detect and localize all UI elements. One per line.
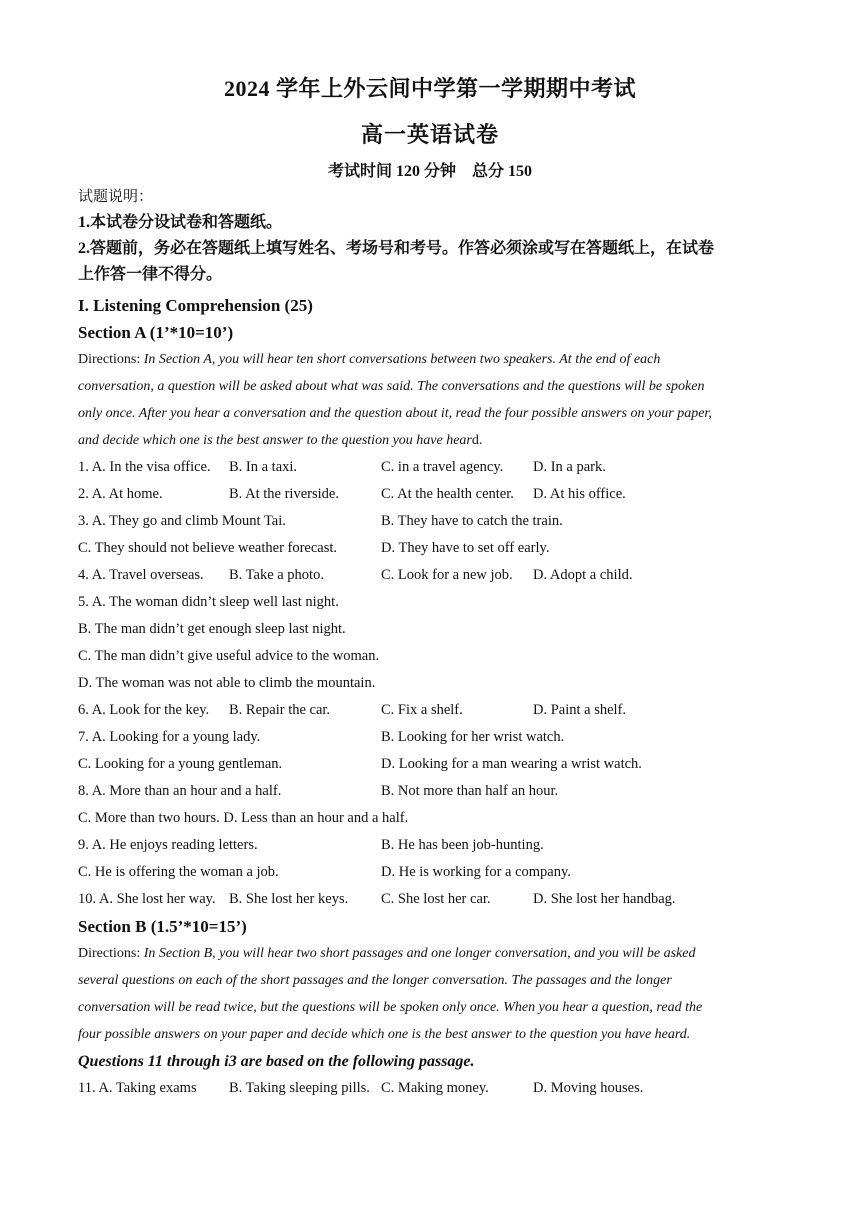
option-d: D. Moving houses. xyxy=(533,1080,644,1096)
question-11 xyxy=(78,1075,778,1102)
option-b: B. Taking sleeping pills. xyxy=(229,1080,370,1096)
option-a: 9. A. He enjoys reading letters. xyxy=(78,837,258,853)
directions-line: four possible answers on your paper and decide which one is the best answer to the question you have heard. xyxy=(78,1027,691,1042)
option-c: C. They should not believe weather forecast. xyxy=(78,540,338,556)
option-d: D. They have to set off early. xyxy=(381,540,550,556)
option-a: 3. A. They go and climb Mount Tai. xyxy=(78,513,286,529)
option-b: B. Take a photo. xyxy=(229,567,324,583)
option-c: C. She lost her car. xyxy=(381,891,491,907)
notes-item-2-line-2: 上作答一律不得分。 xyxy=(78,266,223,283)
section-b-heading: Section B (1.5’*10=15’) xyxy=(78,917,247,936)
option-b: B. They have to catch the train. xyxy=(381,513,563,529)
question-6 xyxy=(78,697,778,724)
exam-time: 考试时间 120 分钟 xyxy=(327,163,456,180)
option-c: C. Fix a shelf. xyxy=(381,702,463,718)
question-5-option-a: 5. A. The woman didn’t sleep well last night. xyxy=(78,594,339,610)
question-1 xyxy=(78,454,778,481)
directions-line: several questions on each of the short passages and the longer conversation. The passages and the longer xyxy=(78,973,672,988)
option-d: D. In a park. xyxy=(533,459,606,475)
directions-line: In Section B, you will hear two short passages and one longer conversation, and you will be asked xyxy=(143,946,696,961)
exam-body xyxy=(78,292,778,1102)
question-3-row-1 xyxy=(78,508,778,535)
option-a: 11. A. Taking exams xyxy=(78,1080,197,1096)
directions-line: and decide which one is the best answer to the question you have hear xyxy=(78,433,472,448)
question-7-row-1 xyxy=(78,724,778,751)
question-2 xyxy=(78,481,778,508)
option-b: B. Not more than half an hour. xyxy=(381,783,559,799)
question-5-option-d: D. The woman was not able to climb the mountain. xyxy=(78,675,376,691)
question-5-option-b: B. The man didn’t get enough sleep last night. xyxy=(78,621,346,637)
option-a: 1. A. In the visa office. xyxy=(78,459,211,475)
section-a-heading: Section A (1’*10=10’) xyxy=(78,323,234,342)
option-a: 2. A. At home. xyxy=(78,486,163,502)
directions-line: only once. After you hear a conversation and the question about it, read the four possible answers on your paper, xyxy=(78,406,712,421)
question-8-row-2: C. More than two hours. D. Less than an hour and a half. xyxy=(78,810,409,826)
notes-item-2-line-1: 2.答题前，务必在答题纸上填写姓名、考场号和考号。作答必须涂或写在答题纸上，在试卷 xyxy=(78,240,715,257)
question-10 xyxy=(78,886,778,913)
passage-heading: Questions 11 through i3 are based on the following passage. xyxy=(78,1053,475,1070)
question-9-row-1 xyxy=(78,832,778,859)
option-c: C. Look for a new job. xyxy=(381,567,513,583)
directions-tail: d. xyxy=(471,433,483,448)
option-d: D. Paint a shelf. xyxy=(533,702,627,718)
option-d: D. Looking for a man wearing a wrist watch. xyxy=(381,756,642,772)
option-a: 10. A. She lost her way. xyxy=(78,891,216,907)
question-9-row-2 xyxy=(78,859,778,886)
option-d: D. Adopt a child. xyxy=(533,567,633,583)
part-heading: I. Listening Comprehension (25) xyxy=(78,296,313,315)
notes-item-1: 1.本试卷分设试卷和答题纸。 xyxy=(78,214,283,231)
question-8-row-1 xyxy=(78,778,778,805)
directions-line: In Section A, you will hear ten short conversations between two speakers. At the end of each xyxy=(143,352,661,367)
directions-line: conversation, a question will be asked about what was said. The conversations and the questions will be spoken xyxy=(78,379,705,394)
directions-label: Directions: xyxy=(78,946,144,961)
option-b: B. At the riverside. xyxy=(229,486,339,502)
option-c: C. in a travel agency. xyxy=(381,459,504,475)
option-b: B. In a taxi. xyxy=(229,459,298,475)
option-c: C. He is offering the woman a job. xyxy=(78,864,279,880)
option-a: 4. A. Travel overseas. xyxy=(78,567,204,583)
question-5-option-c: C. The man didn’t give useful advice to the woman. xyxy=(78,648,380,664)
option-c: C. At the health center. xyxy=(381,486,514,502)
option-b: B. Looking for her wrist watch. xyxy=(381,729,565,745)
option-d: D. She lost her handbag. xyxy=(533,891,676,907)
directions-label: Directions: xyxy=(78,352,144,367)
exam-info xyxy=(0,158,860,181)
notes-heading: 试题说明： xyxy=(78,189,154,205)
option-a: 6. A. Look for the key. xyxy=(78,702,210,718)
total-score: 总分 150 xyxy=(472,163,533,180)
exam-notes xyxy=(78,184,778,288)
question-4 xyxy=(78,562,778,589)
section-a-directions xyxy=(78,346,778,454)
directions-line: conversation will be read twice, but the questions will be spoken only once. When you hear a question, read the xyxy=(78,1000,703,1015)
option-b: B. She lost her keys. xyxy=(229,891,349,907)
option-d: D. At his office. xyxy=(533,486,626,502)
option-b: B. He has been job-hunting. xyxy=(381,837,544,853)
section-b-directions xyxy=(78,940,778,1048)
question-7-row-2 xyxy=(78,751,778,778)
option-d: D. He is working for a company. xyxy=(381,864,571,880)
exam-subtitle: 高一英语试卷 xyxy=(360,122,499,147)
option-b: B. Repair the car. xyxy=(229,702,331,718)
option-c: C. Looking for a young gentleman. xyxy=(78,756,283,772)
option-a: 7. A. Looking for a young lady. xyxy=(78,729,261,745)
option-c: C. Making money. xyxy=(381,1080,489,1096)
question-3-row-2 xyxy=(78,535,778,562)
exam-title: 2024 学年上外云间中学第一学期期中考试 xyxy=(223,76,636,101)
option-a: 8. A. More than an hour and a half. xyxy=(78,783,282,799)
